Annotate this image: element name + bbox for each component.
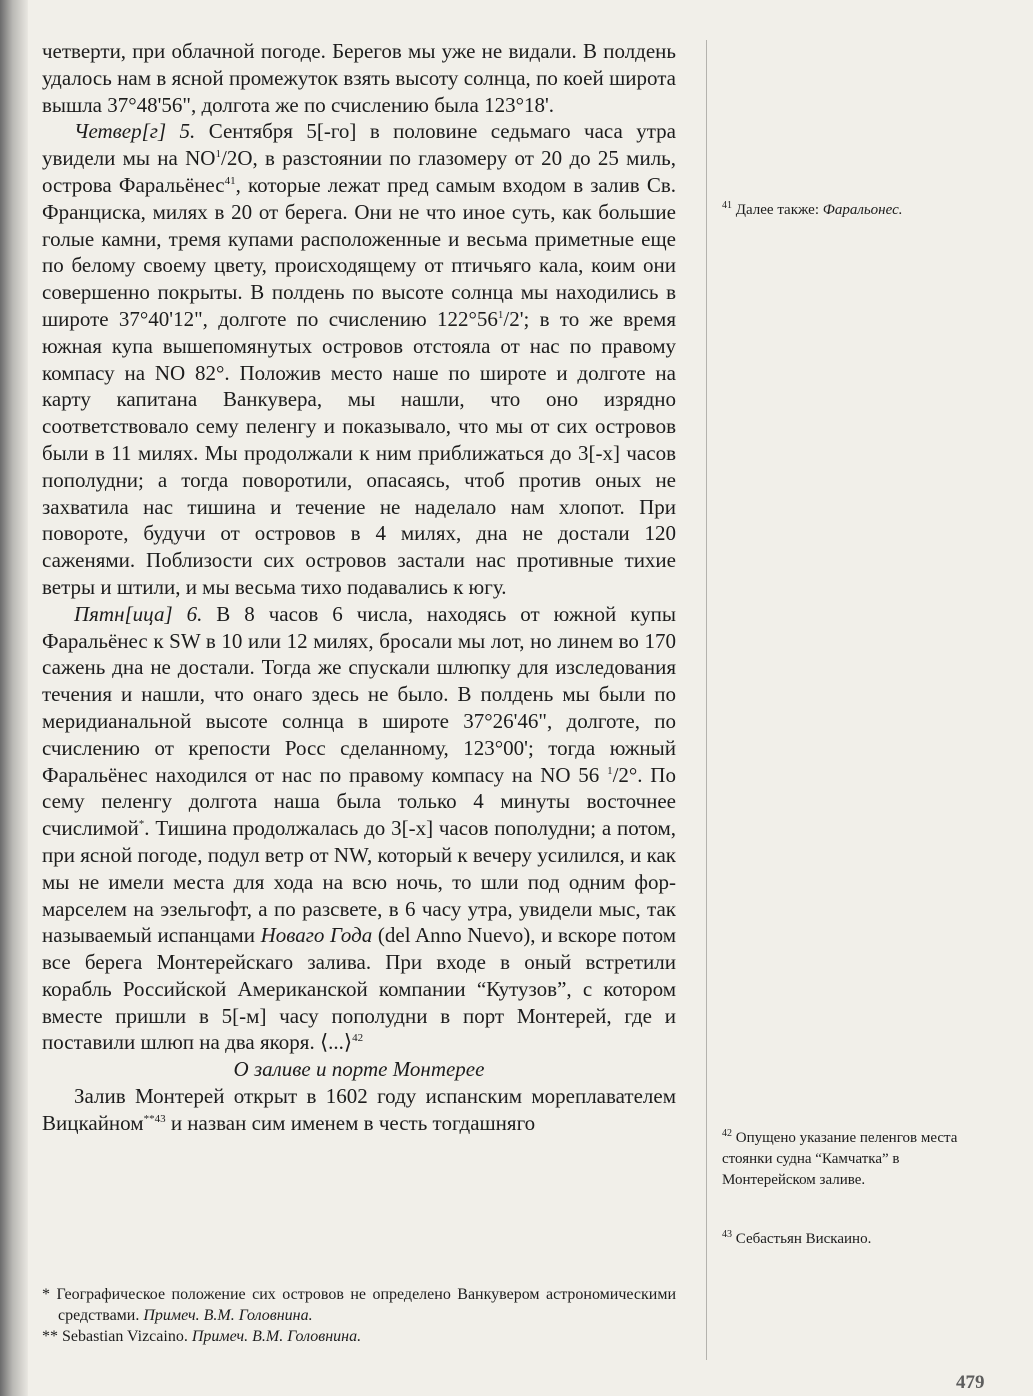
side-note-42: $^{42}$ Опущено указание пеленгов места стоянки судна “Камчатка” в Монтерейском заливе. bbox=[722, 1128, 958, 1188]
footnote-ref-star: * bbox=[138, 818, 145, 831]
footnote-ref-41: 41 bbox=[224, 174, 236, 187]
paragraph-thursday: Четвер[г] 5. Сентября 5[-го] в половине седьмаго часа утра увидели мы на $NO^1/2O$, в разстоянии по глазомеру от 20 до 25 миль, острова Фаральёнес$^{41}$, которые лежат пред самым входом в залив Св. Франциска, милях в 20 от берега. Они не что иное суть, как большие голые камни, тремя купами расположенные и весьма приметные еще по белому своему цвету, происходящему от птичьяго кала, коим они совершенно покрыты. В полдень по высоте солнца мы находились в широте 37°40'12", долготе по счислению $122^\circ 56^1/2'$; в то же время южная купа вышепомянутых островов отстояла от нас по правому компасу на NO 82°. Положив место наше по широте и долготе на карту капитана Ванкувера, мы нашли, что оно изрядно соответствовало сему пеленгу и показывало, что мы от сих островов были в 11 милях. Мы продолжали к ним приближаться до 3[-х] часов пополудни; а тогда поворотили, опасаясь, чтоб против оных не захватила нас тишина и течение не наделало нам хлопот. При повороте, будучи от островов в 4 милях, дна не достали 120 саженями. Поблизости сих островов застали нас противные тихие ветры и штили, и мы весьма тихо подавались к югу. bbox=[42, 119, 676, 599]
section-title: О заливе и порте Монтерее bbox=[233, 1057, 485, 1082]
date-label-thursday: Четвер[г] 5. bbox=[74, 119, 196, 144]
paragraph-1: четверти, при облачной погоде. Берегов мы уже не видали. В полдень удалось нам в ясной промежуток взять высоту солнца, по коей широта вышла 37°48'56", долгота же по счислению была 123°18'. bbox=[42, 39, 676, 117]
footnote-star: * Географическое положение сих островов не определено Ванкувером астрономическими средствами. Примеч. В.М. Головнина. bbox=[42, 1286, 676, 1324]
main-text-column bbox=[42, 38, 676, 1137]
footnote-ref-42: 42 bbox=[352, 1032, 364, 1045]
page-footnotes bbox=[42, 1284, 676, 1347]
footnote-ref-43: **43 bbox=[143, 1112, 166, 1125]
paragraph-friday: Пятн[ица] 6. В 8 часов 6 числа, находясь от южной купы Фаральёнес к SW в 10 или 12 милях, бросали мы лот, но линем во 170 сажень дна не достали. Тогда же спускали шлюпку для изследования течения и нашли, что онаго здесь не было. В полдень мы были по меридианальной высоте солнца в широте 37°26'46", долготе, по счислению от крепости Росс сделанному, 123°00'; тогда южный Фаральёнес находился от нас по правому компасу на NO 56 $^1$/2°. По сему пеленгу долгота наша была только 4 минуты восточнее счислимой*. Тишина продолжалась до 3[-х] часов пополудни; а потом, при ясной погоде, подул ветр от NW, который к вечеру усилился, и как мы не имели места для хода на всю ночь, то шли под одним фор-марселем на эзельгофт, а по разсвете, в 6 часу утра, увидели мыс, так называемый испанцами Новаго Года (del Anno Nuevo), и вскоре потом все берега Монтерейскаго залива. При входе в оный встретили корабль Российской Американской компании “Кутузов”, с котором вместе пришли в 5[-м] часу пополудни в порт Монтерей, где и поставили шлюп на два якоря. ⟨...⟩$^{42}$ bbox=[42, 601, 676, 1055]
page-number: 479 bbox=[956, 1372, 985, 1393]
cape-name: Новаго Года bbox=[260, 923, 373, 948]
paragraph-monterey: Залив Монтерей открыт в 1602 году испанским мореплавателем Вицкайном$^{**43}$ и назван сим именем в честь тогдашняго bbox=[42, 1084, 676, 1135]
margin-rule bbox=[706, 40, 707, 1360]
side-note-41: $^{41}$ Далее также: Фаральонес. bbox=[722, 200, 903, 218]
footnote-double-star: ** Sebastian Vizcaino. Примеч. В.М. Головнина. bbox=[42, 1328, 362, 1345]
side-note-43: $^{43}$ Себастьян Вискаино. bbox=[722, 1229, 872, 1247]
binding-gutter-shadow bbox=[0, 0, 28, 1396]
date-label-friday: Пятн[ица] 6. bbox=[74, 601, 203, 626]
